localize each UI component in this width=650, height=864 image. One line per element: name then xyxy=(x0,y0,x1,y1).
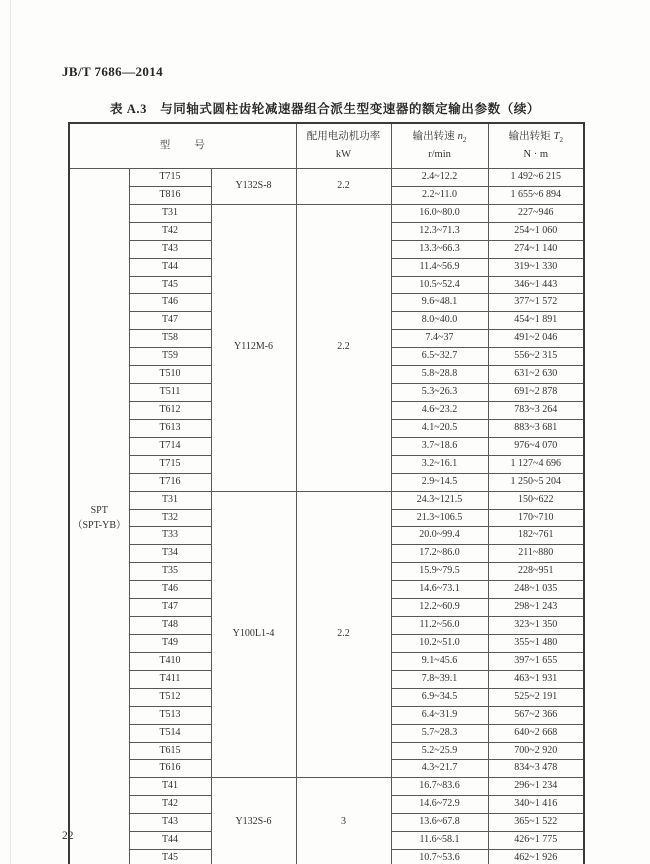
model-cell: T44 xyxy=(129,258,211,276)
motor-power-unit: kW xyxy=(335,149,352,160)
output-torque-cell: 346~1 443 xyxy=(488,276,584,294)
model-cell: T46 xyxy=(129,581,211,599)
motor-power-cell: 2.2 xyxy=(296,491,391,778)
output-speed-cell: 10.2~51.0 xyxy=(391,634,488,652)
output-torque-cell: 319~1 330 xyxy=(488,258,584,276)
header-row xyxy=(69,123,584,169)
output-torque-cell: 462~1 926 xyxy=(488,850,584,864)
output-speed-cell: 9.6~48.1 xyxy=(391,294,488,312)
model-cell: T43 xyxy=(129,240,211,258)
scan-edge-artifact xyxy=(10,0,11,864)
page-number: 22 xyxy=(62,830,74,842)
output-speed-label: 输出转速 $n_2$ xyxy=(412,130,467,144)
model-cell: T48 xyxy=(129,617,211,635)
model-cell: T44 xyxy=(129,832,211,850)
output-torque-cell: 491~2 046 xyxy=(488,330,584,348)
model-cell: T43 xyxy=(129,814,211,832)
output-torque-cell: 323~1 350 xyxy=(488,617,584,635)
model-cell: T32 xyxy=(129,509,211,527)
table-header xyxy=(69,123,584,169)
output-torque-cell: 340~1 416 xyxy=(488,796,584,814)
output-torque-cell: 182~761 xyxy=(488,527,584,545)
output-speed-cell: 16.0~80.0 xyxy=(391,204,488,222)
output-speed-cell: 14.6~72.9 xyxy=(391,796,488,814)
motor-power-label: 配用电动机功率 xyxy=(306,130,381,142)
output-speed-cell: 5.2~25.9 xyxy=(391,742,488,760)
standard-number: JB/T 7686—2014 xyxy=(62,64,164,79)
table-row xyxy=(69,778,584,796)
output-speed-cell: 5.3~26.3 xyxy=(391,384,488,402)
output-speed-cell: 9.1~45.6 xyxy=(391,652,488,670)
model-cell: T35 xyxy=(129,563,211,581)
output-torque-cell: 463~1 931 xyxy=(488,670,584,688)
output-torque-cell: 556~2 315 xyxy=(488,348,584,366)
model-cell: T42 xyxy=(129,222,211,240)
model-column-header: 型 号 xyxy=(69,123,296,169)
output-speed-cell: 4.1~20.5 xyxy=(391,419,488,437)
model-cell: T715 xyxy=(129,455,211,473)
model-cell: T612 xyxy=(129,401,211,419)
model-cell: T816 xyxy=(129,186,211,204)
model-cell: T58 xyxy=(129,330,211,348)
model-cell: T513 xyxy=(129,706,211,724)
model-cell: T512 xyxy=(129,688,211,706)
motor-power-cell: 2.2 xyxy=(296,169,391,205)
output-speed-cell: 12.2~60.9 xyxy=(391,599,488,617)
output-torque-cell: 567~2 366 xyxy=(488,706,584,724)
output-torque-cell: 377~1 572 xyxy=(488,294,584,312)
model-cell: T47 xyxy=(129,312,211,330)
output-torque-cell: 976~4 070 xyxy=(488,437,584,455)
model-cell: T42 xyxy=(129,796,211,814)
output-torque-cell: 631~2 630 xyxy=(488,366,584,384)
output-torque-cell: 227~946 xyxy=(488,204,584,222)
output-speed-cell: 3.7~18.6 xyxy=(391,437,488,455)
model-cell: T716 xyxy=(129,473,211,491)
output-torque-cell: 783~3 264 xyxy=(488,401,584,419)
model-cell: T511 xyxy=(129,384,211,402)
output-speed-cell: 6.9~34.5 xyxy=(391,688,488,706)
output-speed-cell: 2.2~11.0 xyxy=(391,186,488,204)
output-speed-cell: 15.9~79.5 xyxy=(391,563,488,581)
table-row xyxy=(69,491,584,509)
table-title: 表 A.3 与同轴式圆柱齿轮减速器组合派生型变速器的额定输出参数（续） xyxy=(109,102,541,116)
output-torque-cell: 640~2 668 xyxy=(488,724,584,742)
model-cell: T59 xyxy=(129,348,211,366)
output-torque-cell: 150~622 xyxy=(488,491,584,509)
output-torque-cell: 525~2 191 xyxy=(488,688,584,706)
series-label-line1: SPT xyxy=(90,504,108,516)
output-speed-cell: 11.4~56.9 xyxy=(391,258,488,276)
model-cell: T31 xyxy=(129,204,211,222)
output-speed-cell: 8.0~40.0 xyxy=(391,312,488,330)
output-speed-column-header xyxy=(391,123,488,169)
output-speed-cell: 3.2~16.1 xyxy=(391,455,488,473)
table-row xyxy=(69,169,584,187)
output-speed-cell: 4.6~23.2 xyxy=(391,401,488,419)
output-speed-cell: 7.8~39.1 xyxy=(391,670,488,688)
output-torque-cell: 397~1 655 xyxy=(488,652,584,670)
output-torque-cell: 883~3 681 xyxy=(488,419,584,437)
model-cell: T41 xyxy=(129,778,211,796)
model-cell: T31 xyxy=(129,491,211,509)
output-torque-cell: 228~951 xyxy=(488,563,584,581)
output-torque-cell: 274~1 140 xyxy=(488,240,584,258)
model-cell: T514 xyxy=(129,724,211,742)
table-body xyxy=(69,169,584,864)
motor-model-cell: Y132S-8 xyxy=(211,169,296,205)
motor-model-cell: Y132S-6 xyxy=(211,778,296,864)
output-torque-cell: 1 250~5 204 xyxy=(488,473,584,491)
model-cell: T615 xyxy=(129,742,211,760)
output-torque-cell: 700~2 920 xyxy=(488,742,584,760)
model-cell: T613 xyxy=(129,419,211,437)
output-speed-cell: 16.7~83.6 xyxy=(391,778,488,796)
output-speed-cell: 6.5~32.7 xyxy=(391,348,488,366)
motor-model-cell: Y100L1-4 xyxy=(211,491,296,778)
model-cell: T714 xyxy=(129,437,211,455)
model-cell: T33 xyxy=(129,527,211,545)
output-speed-cell: 4.3~21.7 xyxy=(391,760,488,778)
model-cell: T45 xyxy=(129,850,211,864)
output-torque-cell: 1 127~4 696 xyxy=(488,455,584,473)
output-speed-cell: 6.4~31.9 xyxy=(391,706,488,724)
output-speed-cell: 24.3~121.5 xyxy=(391,491,488,509)
output-speed-cell: 7.4~37 xyxy=(391,330,488,348)
output-torque-column-header xyxy=(488,123,584,169)
model-cell: T34 xyxy=(129,545,211,563)
output-speed-cell: 12.3~71.3 xyxy=(391,222,488,240)
model-cell: T49 xyxy=(129,634,211,652)
output-speed-cell: 17.2~86.0 xyxy=(391,545,488,563)
output-speed-cell: 2.4~12.2 xyxy=(391,169,488,187)
model-cell: T616 xyxy=(129,760,211,778)
output-torque-cell: 691~2 878 xyxy=(488,384,584,402)
output-speed-cell: 10.5~52.4 xyxy=(391,276,488,294)
motor-model-cell: Y112M-6 xyxy=(211,204,296,491)
model-cell: T45 xyxy=(129,276,211,294)
output-parameters-table xyxy=(68,122,585,864)
output-torque-cell: 296~1 234 xyxy=(488,778,584,796)
series-label-line2: （SPT-YB） xyxy=(72,519,127,531)
output-torque-cell: 454~1 891 xyxy=(488,312,584,330)
motor-power-cell: 2.2 xyxy=(296,204,391,491)
model-cell: T510 xyxy=(129,366,211,384)
output-speed-cell: 20.0~99.4 xyxy=(391,527,488,545)
model-cell: T411 xyxy=(129,670,211,688)
output-torque-cell: 170~710 xyxy=(488,509,584,527)
output-torque-cell: 1 655~6 894 xyxy=(488,186,584,204)
output-speed-cell: 10.7~53.6 xyxy=(391,850,488,864)
motor-power-cell: 3 xyxy=(296,778,391,864)
model-cell: T47 xyxy=(129,599,211,617)
output-speed-cell: 5.7~28.3 xyxy=(391,724,488,742)
table-row xyxy=(69,204,584,222)
output-torque-cell: 211~880 xyxy=(488,545,584,563)
output-torque-cell: 355~1 480 xyxy=(488,634,584,652)
output-torque-cell: 248~1 035 xyxy=(488,581,584,599)
model-cell: T410 xyxy=(129,652,211,670)
output-speed-cell: 13.3~66.3 xyxy=(391,240,488,258)
output-torque-cell: 426~1 775 xyxy=(488,832,584,850)
output-speed-cell: 11.6~58.1 xyxy=(391,832,488,850)
output-torque-cell: 1 492~6 215 xyxy=(488,169,584,187)
model-cell: T715 xyxy=(129,169,211,187)
output-speed-cell: 14.6~73.1 xyxy=(391,581,488,599)
model-cell: T46 xyxy=(129,294,211,312)
series-model-cell xyxy=(69,169,129,864)
output-speed-unit: r/min xyxy=(428,149,451,160)
output-torque-unit: N · m xyxy=(523,149,549,160)
output-torque-cell: 298~1 243 xyxy=(488,599,584,617)
output-speed-cell: 5.8~28.8 xyxy=(391,366,488,384)
output-speed-cell: 21.3~106.5 xyxy=(391,509,488,527)
output-torque-cell: 365~1 522 xyxy=(488,814,584,832)
motor-power-column-header xyxy=(296,123,391,169)
output-speed-cell: 13.6~67.8 xyxy=(391,814,488,832)
output-speed-cell: 11.2~56.0 xyxy=(391,617,488,635)
output-torque-cell: 834~3 478 xyxy=(488,760,584,778)
output-torque-label: 输出转矩 $T_2$ xyxy=(508,130,563,144)
output-torque-cell: 254~1 060 xyxy=(488,222,584,240)
output-speed-cell: 2.9~14.5 xyxy=(391,473,488,491)
